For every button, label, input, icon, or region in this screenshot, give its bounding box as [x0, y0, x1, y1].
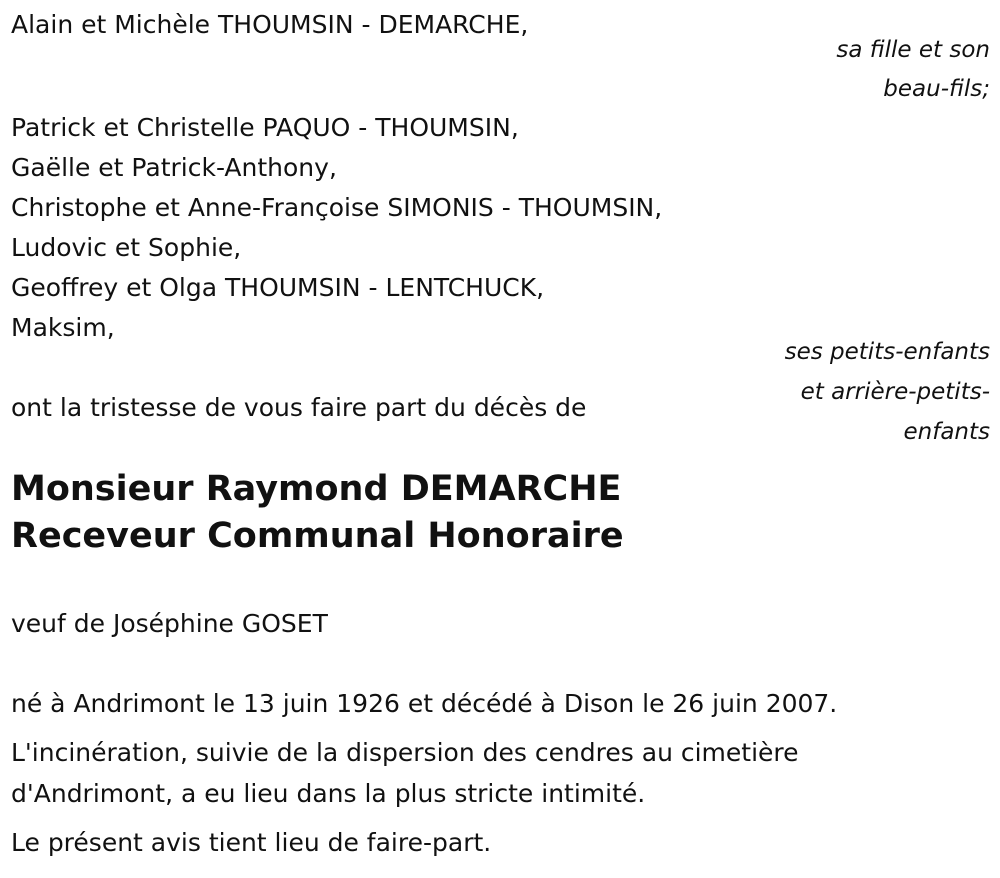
daughter-line: Alain et Michèle THOUMSIN - DEMARCHE,: [11, 10, 529, 39]
grandchild-line: Gaëlle et Patrick-Anthony,: [11, 153, 337, 182]
grandchild-line: Patrick et Christelle PAQUO - THOUMSIN,: [11, 113, 519, 142]
deceased-name: Monsieur Raymond DEMARCHE: [11, 469, 622, 509]
grandchild-line: Geoffrey et Olga THOUMSIN - LENTCHUCK,: [11, 273, 545, 302]
grandchild-line: Christophe et Anne-Françoise SIMONIS - THOUMSIN,: [11, 193, 663, 222]
ceremony-line: L'incinération, suivie de la dispersion des cendres au cimetière: [11, 738, 799, 767]
grandchild-line: Maksim,: [11, 313, 115, 342]
daughter-role-line-1: sa fille et son: [836, 37, 990, 63]
announcement-line: ont la tristesse de vous faire part du décès de: [11, 393, 587, 422]
closing-line: Le présent avis tient lieu de faire-part.: [11, 828, 492, 857]
daughter-role-line-2: beau-fils;: [883, 76, 990, 102]
deceased-title: Receveur Communal Honoraire: [11, 516, 624, 556]
grandchildren-role-line-3: enfants: [903, 419, 990, 445]
ceremony-line: d'Andrimont, a eu lieu dans la plus stricte intimité.: [11, 779, 646, 808]
widower-line: veuf de Joséphine GOSET: [11, 609, 328, 638]
grandchildren-role-line-2: et arrière-petits-: [800, 379, 990, 405]
grandchildren-role-line-1: ses petits-enfants: [784, 339, 990, 365]
birth-death-line: né à Andrimont le 13 juin 1926 et décédé à Dison le 26 juin 2007.: [11, 689, 838, 718]
grandchild-line: Ludovic et Sophie,: [11, 233, 242, 262]
